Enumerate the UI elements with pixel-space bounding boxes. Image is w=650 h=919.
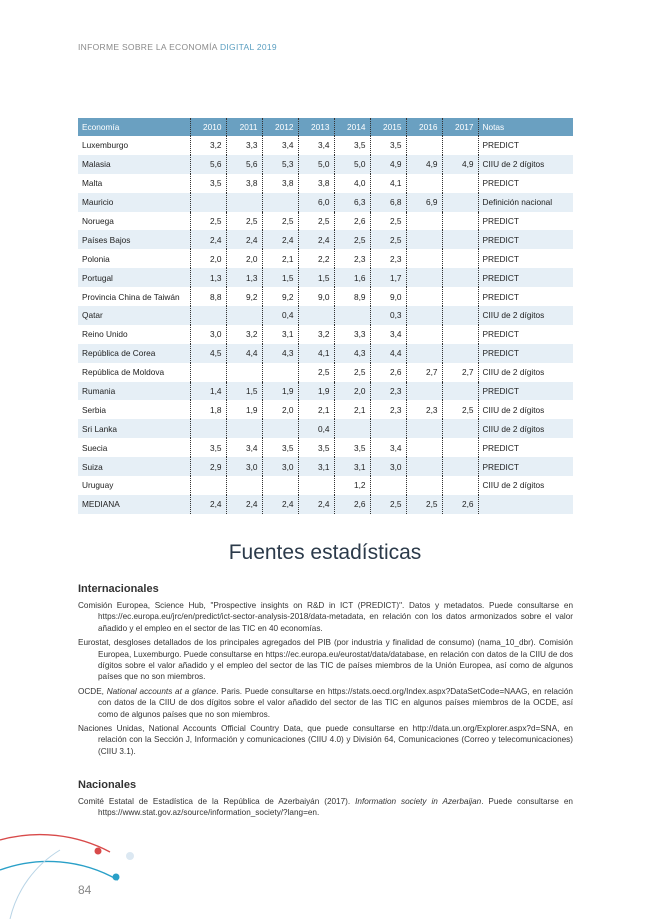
table-row bbox=[78, 306, 573, 325]
economy-cell: Provincia China de Taiwán bbox=[82, 291, 180, 302]
value-cell: 1,7 bbox=[370, 268, 406, 287]
value-cell: 2,5 bbox=[298, 363, 334, 382]
data-table bbox=[78, 118, 573, 514]
value-cell: 6,0 bbox=[298, 193, 334, 212]
value-cell: 8,8 bbox=[190, 287, 226, 306]
reference-body: . Puede consultarse en https://www.stat.gov.az/source/information_society/?lang=en. bbox=[98, 797, 573, 818]
table-row bbox=[78, 457, 573, 476]
value-cell bbox=[226, 306, 262, 325]
notes-cell: PREDICT bbox=[478, 268, 573, 287]
economy-cell: Malasia bbox=[78, 155, 190, 174]
value-cell: 9,0 bbox=[298, 287, 334, 306]
value-cell bbox=[406, 438, 442, 457]
value-cell: 3,0 bbox=[226, 457, 262, 476]
decorative-arcs bbox=[0, 780, 170, 919]
value-cell bbox=[298, 476, 334, 495]
table-row bbox=[78, 325, 573, 344]
value-cell bbox=[226, 476, 262, 495]
notes-cell: PREDICT bbox=[478, 212, 573, 231]
notes-cell: PREDICT bbox=[478, 287, 573, 306]
value-cell: 2,6 bbox=[370, 363, 406, 382]
value-cell bbox=[370, 419, 406, 438]
value-cell: 2,4 bbox=[262, 495, 298, 514]
notes-cell: Definición nacional bbox=[478, 193, 573, 212]
value-cell: 3,4 bbox=[262, 136, 298, 155]
value-cell: 3,1 bbox=[334, 457, 370, 476]
value-cell: 2,1 bbox=[334, 400, 370, 419]
value-cell: 3,5 bbox=[334, 438, 370, 457]
page-number: 84 bbox=[78, 883, 92, 897]
value-cell: 2,0 bbox=[190, 249, 226, 268]
value-cell bbox=[370, 476, 406, 495]
value-cell bbox=[190, 363, 226, 382]
value-cell bbox=[442, 287, 478, 306]
table-body bbox=[78, 136, 573, 514]
notes-cell: PREDICT bbox=[478, 230, 573, 249]
value-cell bbox=[406, 287, 442, 306]
value-cell: 1,5 bbox=[262, 268, 298, 287]
value-cell: 2,5 bbox=[370, 495, 406, 514]
column-header: 2016 bbox=[406, 118, 442, 136]
value-cell bbox=[334, 306, 370, 325]
value-cell: 4,3 bbox=[262, 344, 298, 363]
table-row bbox=[78, 268, 573, 287]
reference-entry: Eurostat, desgloses detallados de los principales agregados del PIB (por industria y finalidad de consumo) (nama_10_dbr). Comisión Europea, Luxemburgo. Puede consultarse en https://ec.europa.eu/eurostat/data/database, en relación con datos de la CIIU de dos dígitos sobre el valor añadido y el empleo del sector de las TIC de países miembros de la Unión Europea, así como de algunos países que no son miembros. bbox=[78, 638, 573, 682]
value-cell: 5,6 bbox=[190, 155, 226, 174]
value-cell: 0,3 bbox=[370, 306, 406, 325]
value-cell bbox=[442, 174, 478, 193]
table-row bbox=[78, 419, 573, 438]
economy-cell: Polonia bbox=[82, 253, 110, 264]
value-cell: 4,5 bbox=[190, 344, 226, 363]
column-header: Economía bbox=[78, 118, 190, 136]
value-cell bbox=[406, 212, 442, 231]
value-cell: 2,5 bbox=[190, 212, 226, 231]
value-cell: 4,4 bbox=[370, 344, 406, 363]
economy-cell: Qatar bbox=[78, 306, 190, 325]
value-cell: 3,2 bbox=[190, 136, 226, 155]
value-cell: 2,9 bbox=[190, 457, 226, 476]
value-cell bbox=[226, 193, 262, 212]
notes-cell: PREDICT bbox=[478, 438, 573, 457]
value-cell: 2,7 bbox=[406, 363, 442, 382]
column-header: Notas bbox=[478, 118, 573, 136]
value-cell: 2,0 bbox=[262, 400, 298, 419]
value-cell: 1,9 bbox=[262, 382, 298, 401]
value-cell: 1,8 bbox=[190, 400, 226, 419]
running-head bbox=[78, 42, 277, 52]
value-cell: 3,1 bbox=[298, 457, 334, 476]
value-cell: 5,0 bbox=[334, 155, 370, 174]
value-cell: 1,6 bbox=[334, 268, 370, 287]
table-row bbox=[78, 155, 573, 174]
value-cell: 2,7 bbox=[442, 363, 478, 382]
value-cell bbox=[442, 457, 478, 476]
table-row bbox=[78, 495, 573, 514]
economy-cell: Luxemburgo bbox=[82, 140, 129, 151]
value-cell: 2,5 bbox=[298, 212, 334, 231]
value-cell: 2,5 bbox=[370, 212, 406, 231]
value-cell: 3,3 bbox=[226, 136, 262, 155]
economy-cell: Reino Unido bbox=[82, 329, 128, 340]
value-cell: 1,9 bbox=[298, 382, 334, 401]
value-cell bbox=[442, 136, 478, 155]
value-cell: 2,0 bbox=[226, 249, 262, 268]
value-cell: 3,0 bbox=[370, 457, 406, 476]
value-cell: 1,5 bbox=[298, 268, 334, 287]
value-cell: 2,4 bbox=[298, 230, 334, 249]
value-cell: 4,3 bbox=[334, 344, 370, 363]
value-cell: 1,5 bbox=[226, 382, 262, 401]
value-cell bbox=[442, 325, 478, 344]
value-cell bbox=[442, 212, 478, 231]
notes-cell: CIIU de 2 dígitos bbox=[478, 476, 573, 495]
value-cell: 5,0 bbox=[298, 155, 334, 174]
value-cell bbox=[406, 325, 442, 344]
refs-internacionales bbox=[78, 600, 573, 760]
notes-cell: PREDICT bbox=[478, 249, 573, 268]
value-cell bbox=[190, 476, 226, 495]
reference-entry bbox=[78, 686, 573, 720]
value-cell bbox=[442, 438, 478, 457]
value-cell: 3,5 bbox=[298, 438, 334, 457]
economy-cell: Países Bajos bbox=[78, 230, 190, 249]
table-row bbox=[78, 212, 573, 231]
table-row bbox=[78, 287, 573, 306]
value-cell: 4,1 bbox=[370, 174, 406, 193]
value-cell: 3,2 bbox=[298, 325, 334, 344]
value-cell: 3,4 bbox=[370, 325, 406, 344]
running-head-prefix: INFORME SOBRE LA ECONOMÍA bbox=[78, 42, 220, 52]
value-cell: 0,4 bbox=[298, 419, 334, 438]
notes-cell: PREDICT bbox=[478, 382, 573, 401]
column-header: 2014 bbox=[334, 118, 370, 136]
value-cell bbox=[262, 419, 298, 438]
value-cell bbox=[442, 249, 478, 268]
table-row bbox=[78, 363, 573, 382]
value-cell: 4,9 bbox=[442, 155, 478, 174]
value-cell: 3,8 bbox=[262, 174, 298, 193]
notes-cell: CIIU de 2 dígitos bbox=[478, 363, 573, 382]
value-cell bbox=[262, 476, 298, 495]
value-cell: 3,5 bbox=[370, 136, 406, 155]
economy-cell: Noruega bbox=[82, 216, 114, 226]
value-cell: 1,4 bbox=[190, 382, 226, 401]
value-cell: 9,2 bbox=[226, 287, 262, 306]
notes-cell: CIIU de 2 dígitos bbox=[478, 155, 573, 174]
subhead-internacionales: Internacionales bbox=[78, 583, 159, 595]
reference-author: Comité Estatal de Estadística de la República de Azerbaiyán (2017). bbox=[78, 797, 356, 806]
value-cell bbox=[262, 363, 298, 382]
value-cell: 5,6 bbox=[226, 155, 262, 174]
economy-cell: Serbia bbox=[82, 404, 106, 415]
value-cell: 3,1 bbox=[262, 325, 298, 344]
value-cell: 3,8 bbox=[298, 174, 334, 193]
column-header: 2015 bbox=[370, 118, 406, 136]
value-cell: 2,0 bbox=[334, 382, 370, 401]
value-cell: 3,3 bbox=[334, 325, 370, 344]
value-cell: 3,4 bbox=[226, 438, 262, 457]
value-cell: 2,3 bbox=[406, 400, 442, 419]
economy-cell: Suiza bbox=[78, 457, 190, 476]
value-cell: 2,1 bbox=[298, 400, 334, 419]
economy-cell: Mauricio bbox=[78, 193, 190, 212]
economy-cell: Sri Lanka bbox=[78, 419, 190, 438]
value-cell: 3,0 bbox=[262, 457, 298, 476]
value-cell bbox=[226, 363, 262, 382]
value-cell bbox=[406, 344, 442, 363]
table-header-row bbox=[78, 118, 573, 136]
table-row bbox=[78, 136, 573, 155]
reference-body: Paris. Puede consultarse en https://stats.oecd.org/Index.aspx?DataSetCode=NAAG, en relación con datos de la CIIU de dos dígitos sobre el valor añadido del sector de las TIC en algunos países miembros de la OCDE, así como de algunos países que no son miembros. bbox=[98, 686, 573, 719]
value-cell: 2,4 bbox=[190, 230, 226, 249]
column-header: 2011 bbox=[226, 118, 262, 136]
value-cell: 0,4 bbox=[262, 306, 298, 325]
table-row bbox=[78, 193, 573, 212]
column-header: 2012 bbox=[262, 118, 298, 136]
subhead-nacionales: Nacionales bbox=[78, 779, 137, 791]
value-cell: 1,3 bbox=[226, 268, 262, 287]
economy-cell: Malta bbox=[82, 178, 103, 189]
value-cell: 2,5 bbox=[334, 363, 370, 382]
value-cell: 2,4 bbox=[190, 495, 226, 514]
value-cell: 1,2 bbox=[334, 476, 370, 495]
value-cell: 2,6 bbox=[334, 495, 370, 514]
table-row bbox=[78, 230, 573, 249]
value-cell bbox=[406, 136, 442, 155]
economy-cell: Suecia bbox=[82, 442, 108, 453]
value-cell: 2,5 bbox=[262, 212, 298, 231]
value-cell bbox=[442, 268, 478, 287]
value-cell bbox=[406, 419, 442, 438]
value-cell bbox=[442, 344, 478, 363]
value-cell: 4,0 bbox=[334, 174, 370, 193]
notes-cell bbox=[478, 495, 573, 514]
value-cell: 2,4 bbox=[262, 230, 298, 249]
value-cell: 2,5 bbox=[226, 212, 262, 231]
value-cell bbox=[226, 419, 262, 438]
value-cell: 9,0 bbox=[370, 287, 406, 306]
table-row bbox=[78, 249, 573, 268]
value-cell bbox=[406, 268, 442, 287]
column-header: 2010 bbox=[190, 118, 226, 136]
value-cell: 3,5 bbox=[190, 174, 226, 193]
value-cell bbox=[442, 306, 478, 325]
value-cell bbox=[406, 457, 442, 476]
value-cell: 2,5 bbox=[334, 230, 370, 249]
reference-entry: Comisión Europea, Science Hub, "Prospective insights on R&D in ICT (PREDICT)". Datos y metadatos. Puede consultarse en https://ec.europa.eu/jrc/en/predict/ict-sector-analysis-2018/data-metadata, en relación con los datos armonizados sobre el valor añadido y el empleo en el sector de las TIC en 40 economías. bbox=[78, 601, 573, 633]
value-cell bbox=[442, 419, 478, 438]
economy-cell: Portugal bbox=[78, 268, 190, 287]
value-cell bbox=[442, 230, 478, 249]
economy-cell: República de Moldova bbox=[82, 367, 165, 378]
value-cell bbox=[406, 306, 442, 325]
value-cell bbox=[190, 193, 226, 212]
value-cell: 4,9 bbox=[370, 155, 406, 174]
value-cell: 3,5 bbox=[190, 438, 226, 457]
economy-cell: Uruguay bbox=[82, 480, 114, 491]
economy-cell: Rumania bbox=[78, 382, 190, 401]
section-title: Fuentes estadísticas bbox=[228, 541, 422, 564]
value-cell bbox=[442, 476, 478, 495]
value-cell: 4,9 bbox=[406, 155, 442, 174]
economy-cell: MEDIANA bbox=[78, 495, 190, 514]
value-cell bbox=[442, 193, 478, 212]
value-cell: 4,1 bbox=[298, 344, 334, 363]
value-cell: 2,5 bbox=[406, 495, 442, 514]
value-cell bbox=[406, 174, 442, 193]
value-cell: 6,9 bbox=[406, 193, 442, 212]
value-cell: 2,4 bbox=[298, 495, 334, 514]
value-cell bbox=[190, 419, 226, 438]
value-cell bbox=[190, 306, 226, 325]
value-cell bbox=[262, 193, 298, 212]
column-header: 2017 bbox=[442, 118, 478, 136]
table-row bbox=[78, 174, 573, 193]
value-cell: 2,6 bbox=[442, 495, 478, 514]
notes-cell: CIIU de 2 dígitos bbox=[478, 419, 573, 438]
value-cell: 2,1 bbox=[262, 249, 298, 268]
value-cell: 1,9 bbox=[226, 400, 262, 419]
value-cell: 9,2 bbox=[262, 287, 298, 306]
value-cell: 2,3 bbox=[334, 249, 370, 268]
reference-title: Information society in Azerbaijan bbox=[355, 797, 482, 806]
value-cell: 2,6 bbox=[334, 212, 370, 231]
notes-cell: PREDICT bbox=[478, 325, 573, 344]
value-cell: 3,4 bbox=[298, 136, 334, 155]
reference-author: OCDE, bbox=[78, 686, 107, 696]
reference-entry: Naciones Unidas, National Accounts Official Country Data, que puede consultarse en http://data.un.org/Explorer.aspx?d=SNA, en relación con la Sección J, Información y comunicaciones (CIIU 4.0) y División 64, Comunicaciones (Correo y telecomunicaciones) (CIIU 3.1). bbox=[78, 724, 573, 756]
notes-cell: CIIU de 2 dígitos bbox=[478, 306, 573, 325]
value-cell: 3,4 bbox=[370, 438, 406, 457]
value-cell: 2,4 bbox=[226, 230, 262, 249]
value-cell: 1,3 bbox=[190, 268, 226, 287]
value-cell: 4,4 bbox=[226, 344, 262, 363]
notes-cell: PREDICT bbox=[478, 174, 573, 193]
table-row bbox=[78, 400, 573, 419]
table-row bbox=[78, 382, 573, 401]
economy-cell: República de Corea bbox=[78, 344, 190, 363]
value-cell: 8,9 bbox=[334, 287, 370, 306]
value-cell bbox=[334, 419, 370, 438]
table-row bbox=[78, 476, 573, 495]
notes-cell: CIIU de 2 dígitos bbox=[478, 400, 573, 419]
value-cell bbox=[406, 476, 442, 495]
reference-sep: . bbox=[216, 686, 222, 696]
running-head-accent: DIGITAL 2019 bbox=[219, 42, 277, 52]
value-cell: 2,4 bbox=[226, 495, 262, 514]
notes-cell: PREDICT bbox=[478, 136, 573, 155]
reference-title: National accounts at a glance bbox=[106, 686, 217, 696]
value-cell: 2,2 bbox=[298, 249, 334, 268]
column-header: 2013 bbox=[298, 118, 334, 136]
notes-cell: PREDICT bbox=[478, 344, 573, 363]
value-cell: 2,3 bbox=[370, 249, 406, 268]
value-cell: 6,3 bbox=[334, 193, 370, 212]
value-cell: 2,3 bbox=[370, 382, 406, 401]
value-cell: 5,3 bbox=[262, 155, 298, 174]
value-cell: 2,5 bbox=[442, 400, 478, 419]
value-cell bbox=[406, 249, 442, 268]
table-row bbox=[78, 438, 573, 457]
value-cell: 2,3 bbox=[370, 400, 406, 419]
value-cell: 3,0 bbox=[190, 325, 226, 344]
value-cell: 3,5 bbox=[262, 438, 298, 457]
value-cell bbox=[298, 306, 334, 325]
value-cell: 3,5 bbox=[334, 136, 370, 155]
value-cell: 3,2 bbox=[226, 325, 262, 344]
notes-cell: PREDICT bbox=[478, 457, 573, 476]
value-cell bbox=[442, 382, 478, 401]
value-cell bbox=[406, 382, 442, 401]
value-cell: 6,8 bbox=[370, 193, 406, 212]
table-row bbox=[78, 344, 573, 363]
value-cell: 3,8 bbox=[226, 174, 262, 193]
value-cell bbox=[406, 230, 442, 249]
value-cell: 2,5 bbox=[370, 230, 406, 249]
